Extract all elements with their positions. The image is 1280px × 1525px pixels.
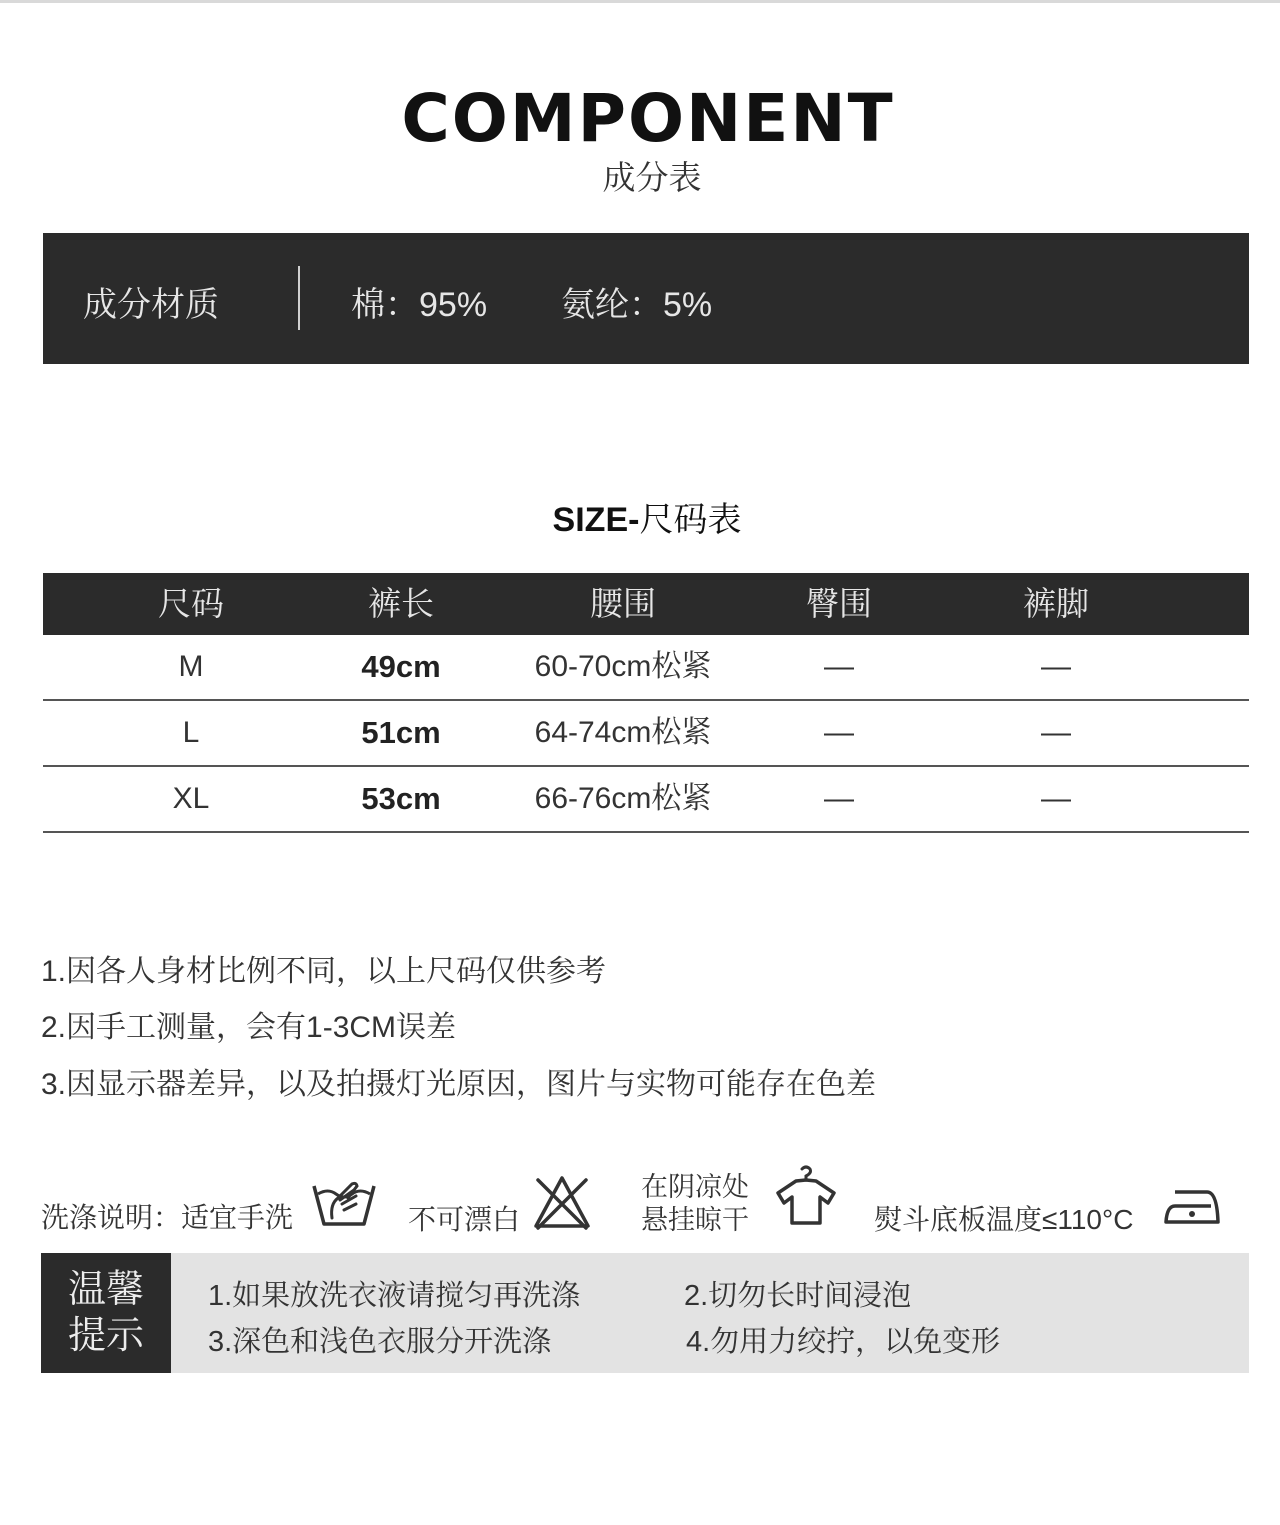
size-title-rest: 尺码表 (639, 501, 742, 539)
page-subtitle: 成分表 (602, 159, 702, 196)
tip-2: 2.切勿长时间浸泡 (684, 1280, 912, 1312)
cell-hem: — (1041, 782, 1071, 815)
note-1: 1.因各人身材比例不同，以上尺码仅供参考 (41, 955, 607, 988)
cell-size: XL (172, 782, 210, 815)
composition-spandex: 氨纶：5% (561, 286, 713, 324)
care-iron-text: 熨斗底板温度≤110°C (874, 1204, 1134, 1235)
tip-3: 3.深色和浅色衣服分开洗涤 (208, 1326, 552, 1358)
iron-icon (1163, 1186, 1221, 1226)
cell-hip: — (824, 782, 854, 815)
table-row (43, 767, 1249, 833)
note-2: 2.因手工测量，会有1-3CM误差 (41, 1011, 457, 1044)
cell-size: M (178, 650, 204, 683)
cell-hip: — (824, 650, 854, 683)
header-size: 尺码 (158, 585, 224, 622)
cell-length: 51cm (361, 715, 441, 750)
cell-waist: 66-76cm松紧 (534, 782, 712, 815)
size-table-header (43, 573, 1249, 635)
cell-hem: — (1041, 650, 1071, 683)
tips-label (41, 1253, 171, 1373)
top-divider (0, 0, 1280, 3)
care-dry-line2: 悬挂晾干 (641, 1205, 749, 1235)
header-hip: 臀围 (806, 585, 872, 622)
cell-waist: 60-70cm松紧 (534, 650, 712, 683)
composition-bar (43, 233, 1249, 364)
header-waist: 腰围 (590, 585, 656, 622)
care-no-bleach-text: 不可漂白 (408, 1204, 521, 1235)
tips-label-line1: 温馨 (67, 1269, 144, 1311)
no-bleach-icon (532, 1174, 592, 1232)
tips-box (41, 1253, 1249, 1373)
tips-label-line2: 提示 (67, 1315, 144, 1357)
cell-size: L (182, 716, 200, 749)
note-3: 3.因显示器差异，以及拍摄灯光原因，图片与实物可能存在色差 (41, 1068, 877, 1101)
size-chart-title (0, 492, 1280, 541)
hand-wash-icon (310, 1172, 378, 1230)
care-dry-line1: 在阴凉处 (641, 1172, 749, 1202)
page-title: COMPONENT (401, 80, 895, 157)
cell-hem: — (1041, 716, 1071, 749)
table-row (43, 635, 1249, 701)
composition-cotton: 棉：95% (351, 286, 488, 324)
composition-separator (298, 266, 300, 330)
table-row (43, 701, 1249, 767)
tip-1: 1.如果放洗衣液请搅匀再洗涤 (208, 1280, 581, 1312)
size-title-bold: SIZE- (552, 501, 640, 539)
care-wash-text: 洗涤说明：适宜手洗 (41, 1202, 294, 1233)
hang-dry-icon (774, 1163, 838, 1227)
tip-4: 4.勿用力绞拧，以免变形 (686, 1326, 1001, 1358)
cell-hip: — (824, 716, 854, 749)
cell-waist: 64-74cm松紧 (534, 716, 712, 749)
cell-length: 49cm (361, 649, 441, 684)
header-length: 裤长 (368, 585, 434, 622)
cell-length: 53cm (361, 781, 441, 816)
header-hem: 裤脚 (1023, 585, 1089, 622)
composition-label: 成分材质 (83, 286, 219, 324)
